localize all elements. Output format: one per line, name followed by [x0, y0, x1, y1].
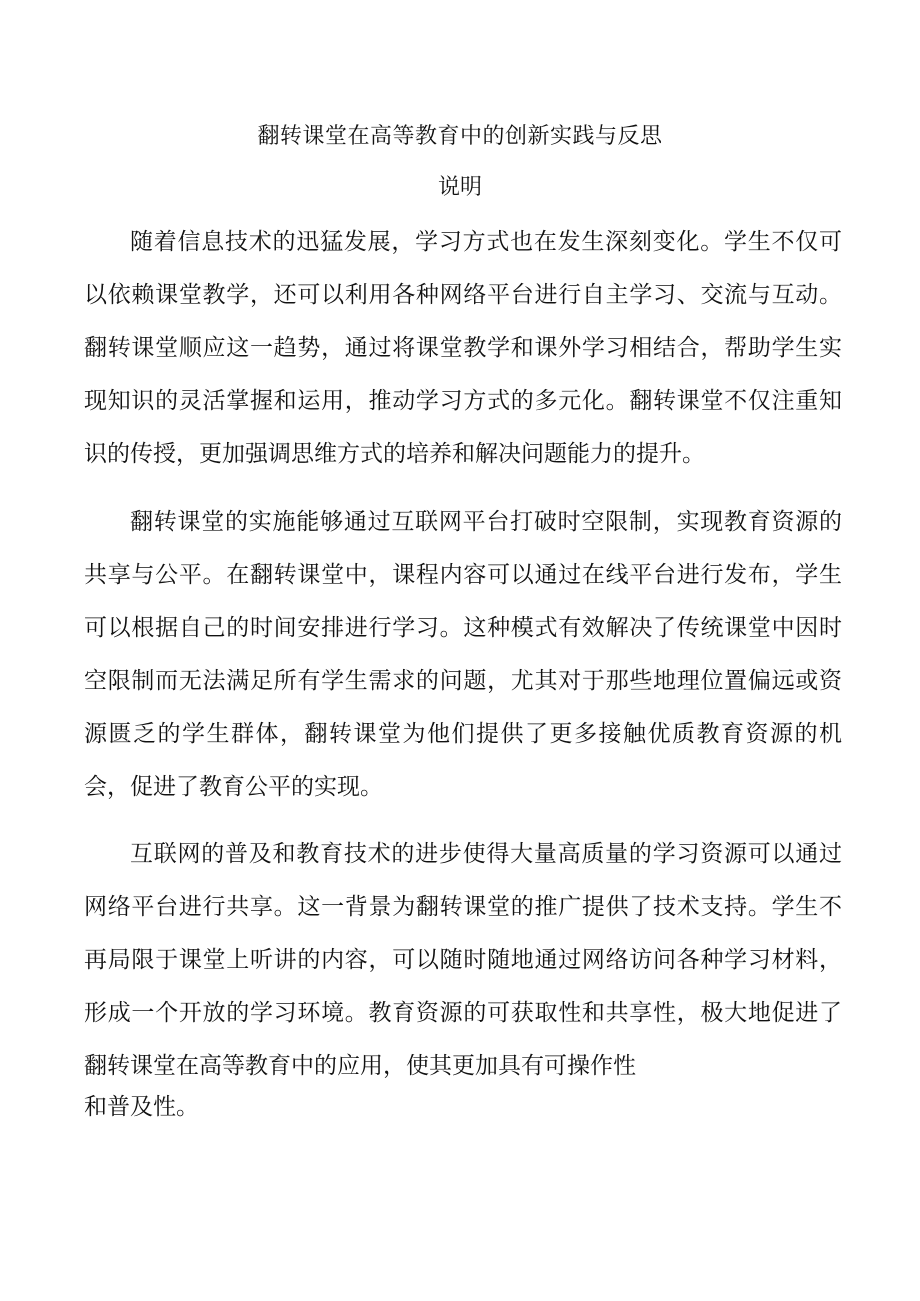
paragraph-2: 翻转课堂的实施能够通过互联网平台打破时空限制，实现教育资源的共享与公平。在翻转课堂中，课程内容可以通过在线平台进行发布，学生可以根据自己的时间安排进行学习。这种模式有效解决了传统课堂中因时空限制而无法满足所有学生需求的问题，尤其对于那些地理位置偏远或资源匮乏的学生群体，翻转课堂为他们提供了更多接触优质教育资源的机会，促进了教育公平的实现。 [84, 509, 842, 800]
document-subtitle: 说明 [437, 175, 482, 200]
paragraph-3: 互联网的普及和教育技术的进步使得大量高质量的学习资源可以通过网络平台进行共享。这一背景为翻转课堂的推广提供了技术支持。学生不再局限于课堂上听讲的内容，可以随时随地通过网络访问各种学习材料，形成一个开放的学习环境。教育资源的可获取性和共享性，极大地促进了翻转课堂在高等教育中的应用，使其更加具有可操作性 [84, 841, 842, 1079]
document-title: 翻转课堂在高等教育中的创新实践与反思 [257, 124, 663, 149]
paragraph-3-tail: 和普及性。 [84, 1094, 199, 1120]
paragraph-1: 随着信息技术的迅猛发展，学习方式也在发生深刻变化。学生不仅可以依赖课堂教学，还可以利用各种网络平台进行自主学习、交流与互动。翻转课堂顺应这一趋势，通过将课堂教学和课外学习相结合，帮助学生实现知识的灵活掌握和运用，推动学习方式的多元化。翻转课堂不仅注重知识的传授，更加强调思维方式的培养和解决问题能力的提升。 [84, 229, 842, 467]
